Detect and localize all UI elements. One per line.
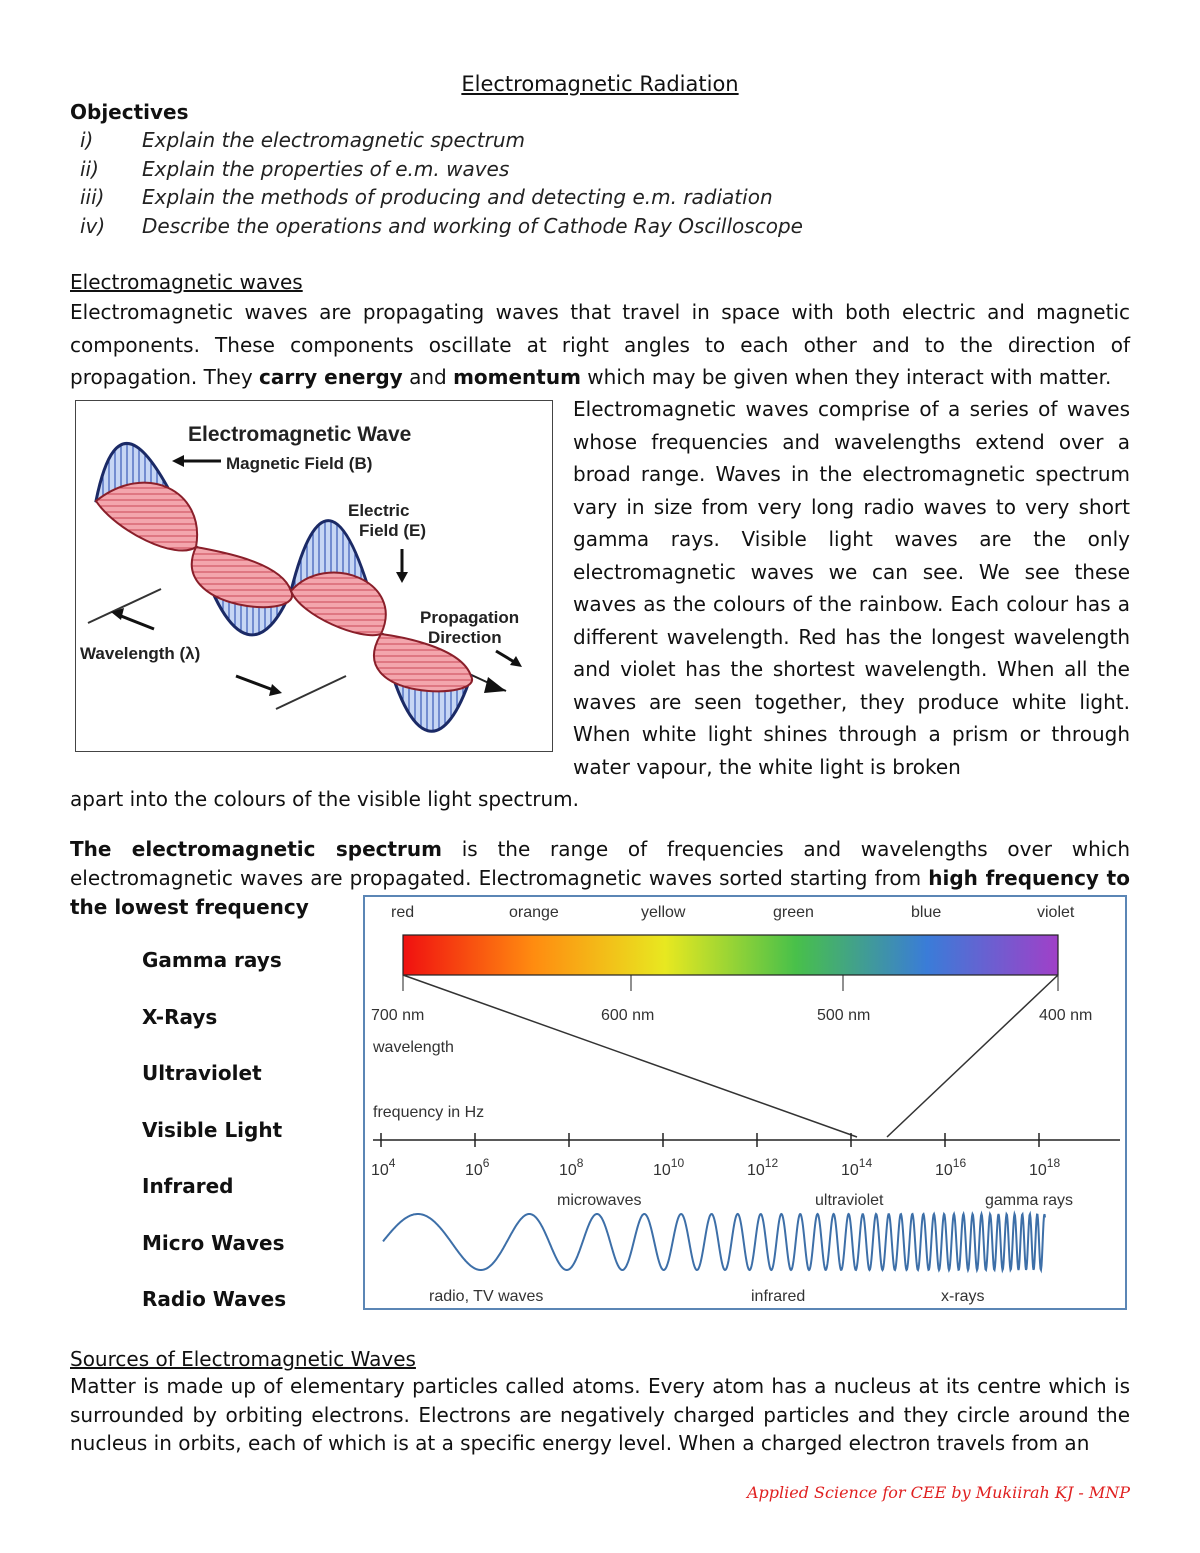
- bold-momentum: momentum: [453, 365, 581, 389]
- em-waves-paragraph-2: Electromagnetic waves comprise of a series of waves whose frequencies and wavelengths extend over a broad range. Waves in the electromagnetic spectrum vary in size from very long radio waves to very short gamma rays. Visible light waves are the only electromagnetic waves we can see. We see these waves as the colours of the rainbow. Each colour has a different wavelength. Red has the longest wavelength and violet has the shortest wavelength. When all the waves are seen together, they produce white light. When white light shines through a prism or through water vapour, the white light is broken: [573, 397, 1130, 779]
- electric-lobe: [192, 547, 292, 607]
- frequency-axis-label: frequency in Hz: [373, 1104, 485, 1121]
- electric-lobe: [96, 483, 197, 551]
- em-waves-heading: Electromagnetic waves: [70, 270, 303, 294]
- figure-title: Electromagnetic Wave: [188, 423, 412, 446]
- nm-label: 400 nm: [1039, 1007, 1093, 1024]
- color-label: violet: [1037, 904, 1075, 921]
- em-types-list: [142, 948, 286, 1344]
- color-label: green: [773, 904, 814, 921]
- frequency-tick-label: $10^{10}$: [653, 1156, 685, 1179]
- objective-text: Describe the operations and working of Cathode Ray Oscilloscope: [142, 213, 803, 238]
- objective-text: Explain the electromagnetic spectrum: [142, 128, 526, 152]
- sources-paragraph: Matter is made up of elementary particles called atoms. Every atom has a nucleus at its centre which is surrounded by orbiting electrons. Electrons are negatively charged particles and they circle around the nucleus in orbits, each of which is at a specific energy level. When a charged electron travels from an: [70, 1374, 1130, 1455]
- sources-heading: Sources of Electromagnetic Waves: [70, 1347, 416, 1371]
- bold-spectrum-term: The electromagnetic spectrum: [70, 837, 442, 861]
- nm-label: 600 nm: [601, 1007, 655, 1024]
- objective-item: [70, 185, 970, 214]
- frequency-tick-label: $10^{18}$: [1029, 1156, 1061, 1179]
- electric-label-2: Field (E): [359, 521, 427, 540]
- para-text: which may be given when they interact with matter.: [580, 365, 1112, 389]
- nm-label: 500 nm: [817, 1007, 871, 1024]
- frequency-tick-label: $10^4$: [371, 1156, 396, 1179]
- objective-number: iii): [80, 185, 105, 209]
- color-label: red: [391, 904, 415, 921]
- bold-carry-energy: carry energy: [259, 365, 403, 389]
- propagation-label-2: Direction: [428, 628, 502, 647]
- em-type-item: Visible Light: [142, 1117, 283, 1142]
- objective-text: Explain the methods of producing and detecting e.m. radiation: [142, 185, 773, 209]
- para-text: Electromagnetic waves are propagating waves that travel in space with both electric and magnetic components. These components oscillate at right angles to each other and to the direction of propagation. They: [70, 300, 1130, 389]
- bold-order: high frequency to the lowest frequency: [70, 866, 1130, 919]
- magnetic-label: Magnetic Field (B): [226, 454, 373, 473]
- para-text: is the range of frequencies and wavelengths over which electromagnetic waves are propagated. Electromagnetic waves sorted starting from: [70, 837, 1130, 890]
- color-label: orange: [509, 904, 559, 921]
- band-label: x-rays: [941, 1288, 985, 1305]
- nm-label: 700 nm: [371, 1007, 425, 1024]
- propagation-label-1: Propagation: [420, 608, 520, 627]
- spectrum-diagram: [365, 897, 1125, 1308]
- em-type-item: Radio Waves: [142, 1287, 287, 1311]
- em-wave-diagram: [76, 401, 551, 750]
- em-type-item: Gamma rays: [142, 948, 282, 972]
- band-label: radio, TV waves: [429, 1288, 544, 1305]
- page-title: Electromagnetic Radiation: [461, 72, 739, 96]
- propagation-arrow-icon: [484, 677, 506, 693]
- band-label: gamma rays: [985, 1192, 1074, 1209]
- electric-label-1: Electric: [348, 501, 410, 520]
- frequency-tick-label: $10^8$: [559, 1156, 584, 1179]
- objective-number: i): [80, 128, 94, 152]
- objective-item: [70, 128, 970, 157]
- objective-text: Explain the properties of e.m. waves: [142, 156, 510, 181]
- em-type-item: X-Rays: [142, 1004, 218, 1029]
- objective-number: ii): [80, 156, 99, 181]
- electric-lobe: [291, 573, 386, 636]
- band-label: ultraviolet: [815, 1192, 884, 1209]
- objectives-heading: Objectives: [70, 100, 189, 124]
- frequency-tick-label: $10^{14}$: [841, 1156, 873, 1179]
- footer-credit: Applied Science for CEE by Mukiirah KJ - MNP: [746, 1483, 1130, 1502]
- em-type-item: Ultraviolet: [142, 1061, 262, 1085]
- visible-spectrum-bar: [403, 935, 1058, 975]
- para-text: and: [402, 365, 454, 389]
- objective-item: [70, 157, 970, 186]
- objective-number: iv): [80, 213, 106, 238]
- em-waves-paragraph-1: [70, 296, 1130, 394]
- wavelength-arrow-icon: [236, 676, 276, 691]
- objectives-list: [70, 128, 970, 242]
- objective-item: [70, 214, 970, 243]
- color-label: blue: [911, 904, 942, 921]
- em-wave-figure: [75, 400, 553, 752]
- color-label: yellow: [641, 904, 686, 921]
- wavelength-axis-label: wavelength: [373, 1039, 454, 1056]
- wavelength-label: Wavelength (λ): [80, 644, 201, 663]
- band-label: microwaves: [557, 1192, 642, 1209]
- frequency-tick-label: $10^{12}$: [747, 1156, 779, 1179]
- em-type-item: Micro Waves: [142, 1230, 285, 1255]
- em-type-item: Infrared: [142, 1174, 234, 1198]
- spectrum-figure: [363, 895, 1127, 1310]
- frequency-tick-label: $10^6$: [465, 1156, 490, 1179]
- frequency-tick-label: $10^{16}$: [935, 1156, 967, 1179]
- chirp-wave: [383, 1214, 1045, 1270]
- em-waves-paragraph-2-end: apart into the colours of the visible light spectrum.: [70, 787, 579, 811]
- band-label: infrared: [751, 1288, 806, 1305]
